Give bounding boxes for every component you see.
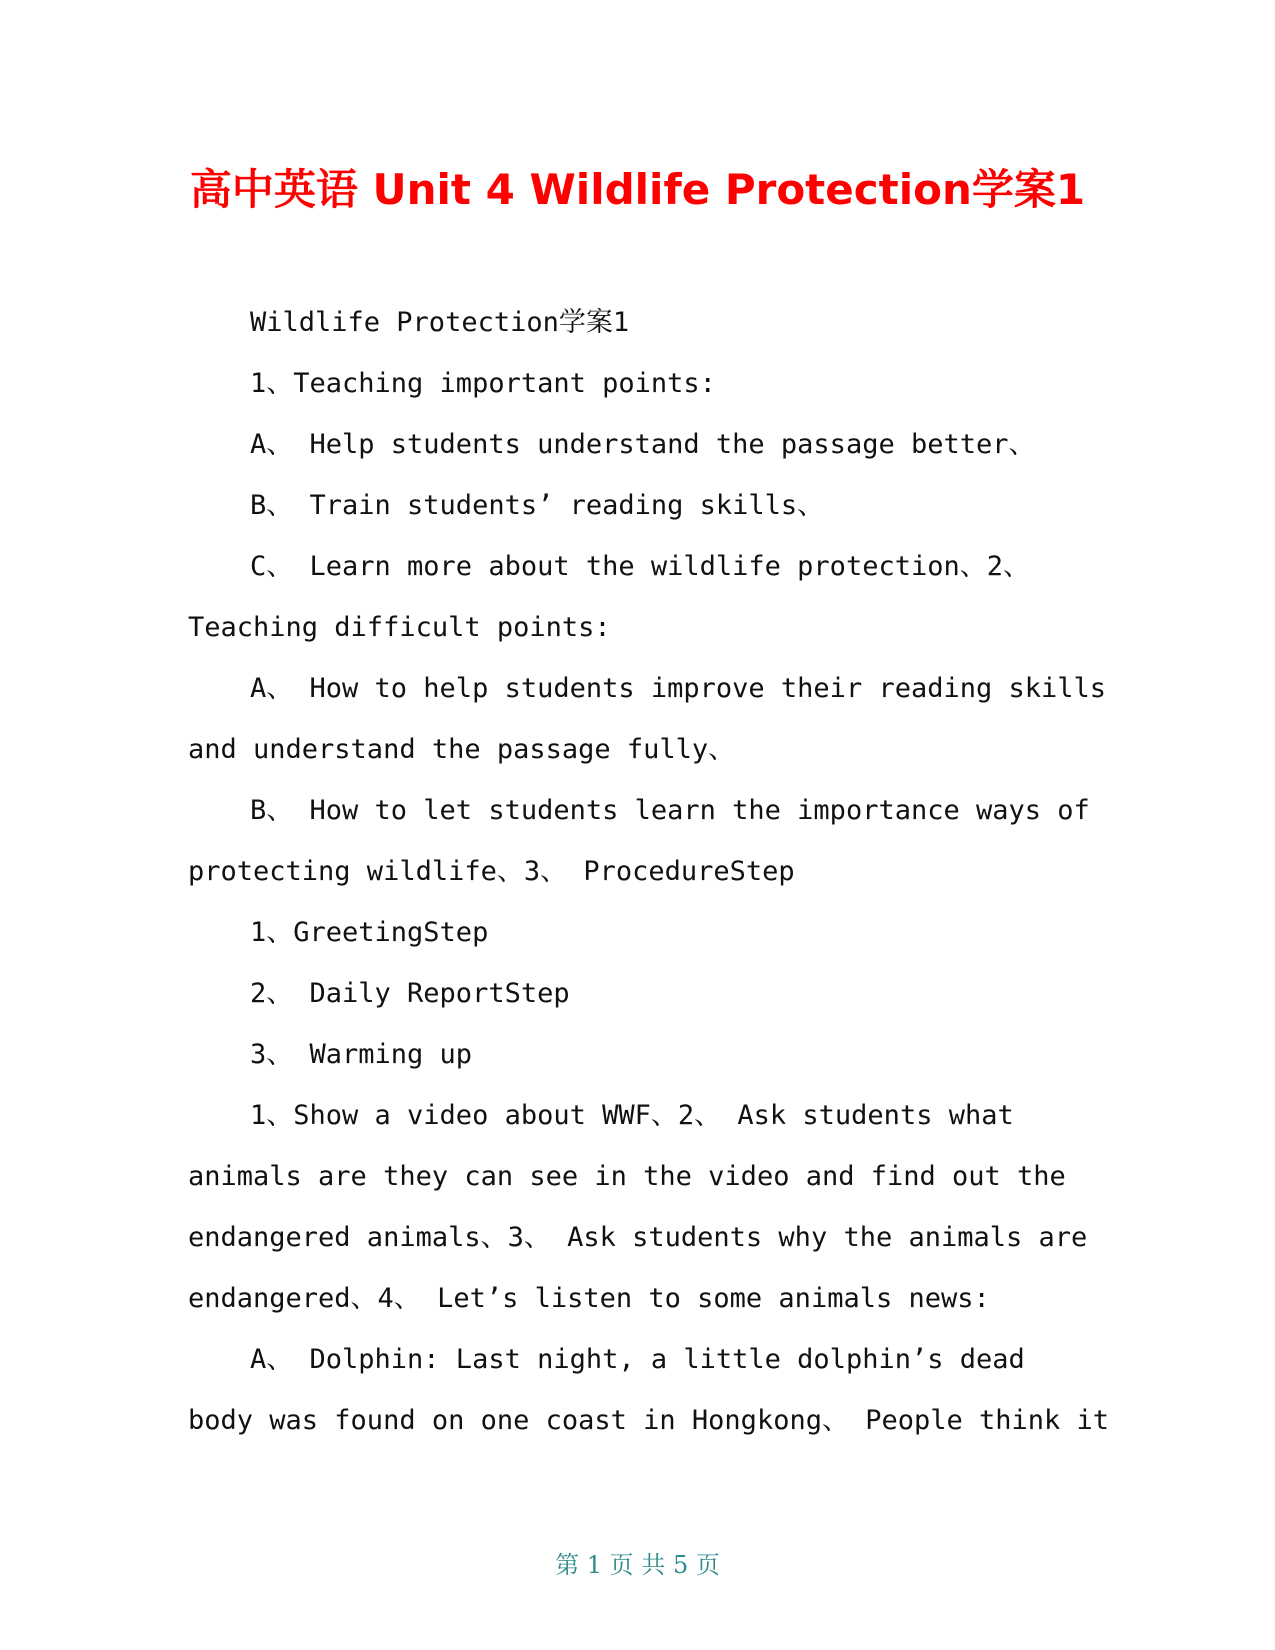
body-line: endangered、4、 Let’s listen to some animals news: <box>188 1283 990 1314</box>
body-line: protecting wildlife、3、 ProcedureStep <box>188 856 795 887</box>
body-line: endangered animals、3、 Ask students why the animals are <box>188 1222 1088 1253</box>
body-line: 1、Teaching important points: <box>250 368 716 399</box>
body-line: and understand the passage fully、 <box>188 734 736 765</box>
body-line: 1、GreetingStep <box>250 917 489 948</box>
body-line: 2、 Daily ReportStep <box>250 978 570 1009</box>
body-line: A、 How to help students improve their reading skills <box>250 673 1107 704</box>
document-title: 高中英语 Unit 4 Wildlife Protection学案1 <box>189 165 1086 214</box>
body-line: B、 How to let students learn the importance ways of <box>250 795 1090 826</box>
body-line: Wildlife Protection学案1 <box>250 307 630 338</box>
body-line: 1、Show a video about WWF、2、 Ask students what <box>250 1100 1014 1131</box>
body-line: C、 Learn more about the wildlife protection、2、 <box>250 551 1030 582</box>
body-line: body was found on one coast in Hongkong、 People think it <box>188 1405 1110 1436</box>
body-line: B、 Train students’ reading skills、 <box>250 490 825 521</box>
body-line: A、 Help students understand the passage better、 <box>250 429 1036 460</box>
body-line: Teaching difficult points: <box>188 612 611 643</box>
body-line: A、 Dolphin: Last night, a little dolphin’s dead <box>250 1344 1025 1375</box>
body-line: animals are they can see in the video and find out the <box>188 1161 1066 1192</box>
document-body <box>188 292 1110 1451</box>
page-indicator: 第 1 页 共 5 页 <box>555 1551 720 1579</box>
body-line: 3、 Warming up <box>250 1039 473 1070</box>
